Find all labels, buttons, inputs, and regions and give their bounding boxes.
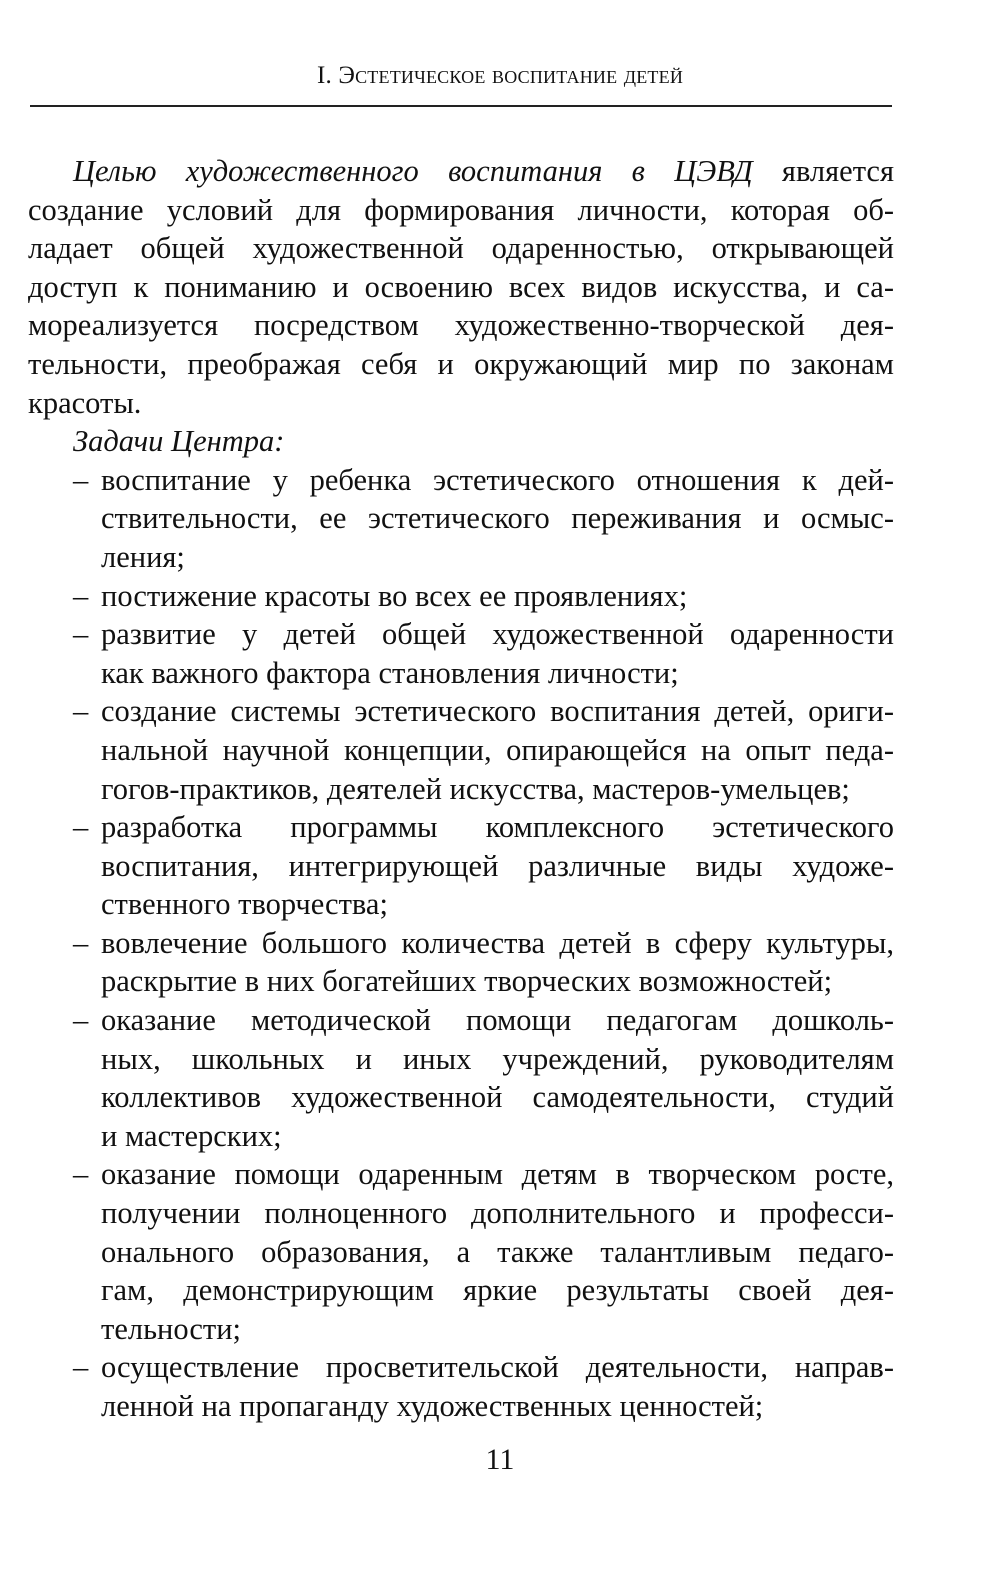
tasks-heading: Задачи Центра:	[73, 424, 285, 459]
list-item	[28, 808, 894, 847]
intro-line: Целью художественного воспитания в ЦЭВД является	[73, 154, 894, 188]
intro-line: мореализуется посредством художественно-творческой дея-	[28, 308, 894, 343]
dash-bullet: –	[73, 810, 89, 845]
list-item-text: онального образования, а также талантливым педаго-	[101, 1234, 894, 1269]
list-item	[28, 577, 894, 616]
header-rule	[30, 105, 892, 107]
list-item-continuation	[28, 1387, 894, 1426]
page-number: 11	[485, 1443, 515, 1476]
list-item	[28, 615, 894, 654]
list-item-text: вовлечение большого количества детей в сферу культуры,	[101, 925, 894, 960]
list-item-text: коллективов художественной самодеятельности, студий	[101, 1080, 894, 1115]
intro-italic-lead: Целью художественного воспитания в ЦЭВД	[73, 154, 753, 188]
page-body	[28, 152, 894, 1426]
intro-line: тельности, преображая себя и окружающий мир по законам	[28, 346, 894, 381]
list-item	[28, 461, 894, 500]
list-item-continuation	[28, 1040, 894, 1079]
running-head-numeral: I.	[316, 62, 332, 89]
dash-bullet: –	[73, 925, 89, 960]
list-item-text: разработка программы комплексного эстетического	[101, 810, 894, 845]
dash-bullet: –	[73, 462, 89, 497]
list-item-text: ленной на пропаганду художественных ценностей;	[101, 1389, 764, 1423]
list-item-text: оказание помощи одаренным детям в творческом росте,	[101, 1157, 894, 1192]
list-item-text: осуществление просветительской деятельности, направ-	[101, 1350, 894, 1385]
list-item-text: постижение красоты во всех ее проявлениях;	[101, 578, 688, 613]
dash-bullet: –	[73, 1003, 89, 1038]
list-item-continuation	[28, 962, 894, 1001]
list-item-continuation	[28, 1233, 894, 1272]
running-head-title: Эстетическое воспитание детей	[338, 62, 684, 89]
list-item	[28, 1001, 894, 1040]
intro-line: доступ к пониманию и освоению всех видов искусства, и са-	[28, 269, 894, 304]
list-item-continuation	[28, 847, 894, 886]
list-item-text: гам, демонстрирующим яркие результаты своей дея-	[101, 1273, 894, 1308]
list-item-continuation	[28, 1078, 894, 1117]
list-item-continuation	[28, 1271, 894, 1310]
list-item-text: тельности;	[101, 1311, 241, 1346]
list-item-text: воспитание у ребенка эстетического отношения к дей-	[101, 462, 894, 497]
intro-line: ладает общей художественной одаренностью, открывающей	[28, 231, 894, 266]
list-item-continuation	[28, 731, 894, 770]
dash-bullet: –	[73, 617, 89, 652]
list-item-continuation	[28, 538, 894, 577]
dash-bullet: –	[73, 694, 89, 729]
list-item-text: оказание методической помощи педагогам дошколь-	[101, 1003, 894, 1038]
intro-line: красоты.	[28, 385, 142, 420]
list-item-continuation	[28, 1117, 894, 1156]
running-head	[0, 62, 1000, 90]
dash-bullet: –	[73, 1350, 89, 1385]
dash-bullet: –	[73, 1157, 89, 1192]
list-item	[28, 692, 894, 731]
list-item-continuation	[28, 1194, 894, 1233]
list-item-text: нальной научной концепции, опирающейся на опыт педа-	[101, 732, 894, 767]
list-item-text: развитие у детей общей художественной одаренности	[101, 617, 894, 652]
list-item-text: как важного фактора становления личности;	[101, 655, 679, 690]
tasks-list	[28, 461, 894, 1426]
intro-line: создание условий для формирования личности, которая об-	[28, 192, 894, 227]
list-item-continuation	[28, 654, 894, 693]
list-item-continuation	[28, 770, 894, 809]
list-item-text: и мастерских;	[101, 1118, 282, 1153]
list-item	[28, 1155, 894, 1194]
list-item-text: создание системы эстетического воспитания детей, ориги-	[101, 694, 894, 729]
list-item-text: воспитания, интегрирующей различные виды художе-	[101, 848, 894, 883]
list-item-text: ления;	[101, 539, 185, 574]
list-item-text: раскрытие в них богатейших творческих возможностей;	[101, 964, 833, 999]
list-item-text: ных, школьных и иных учреждений, руководителям	[101, 1041, 894, 1076]
list-item-text: гогов-практиков, деятелей искусства, мастеров-умельцев;	[101, 771, 850, 806]
list-item-text: ствительности, ее эстетического переживания и осмыс-	[101, 501, 894, 536]
list-item	[28, 1348, 894, 1387]
list-item-text: получении полноценного дополнительного и професси-	[101, 1196, 894, 1231]
dash-bullet: –	[73, 578, 89, 613]
list-item-continuation	[28, 1310, 894, 1349]
list-item-text: ственного творчества;	[101, 887, 388, 922]
list-item-continuation	[28, 885, 894, 924]
list-item	[28, 924, 894, 963]
list-item-continuation	[28, 499, 894, 538]
